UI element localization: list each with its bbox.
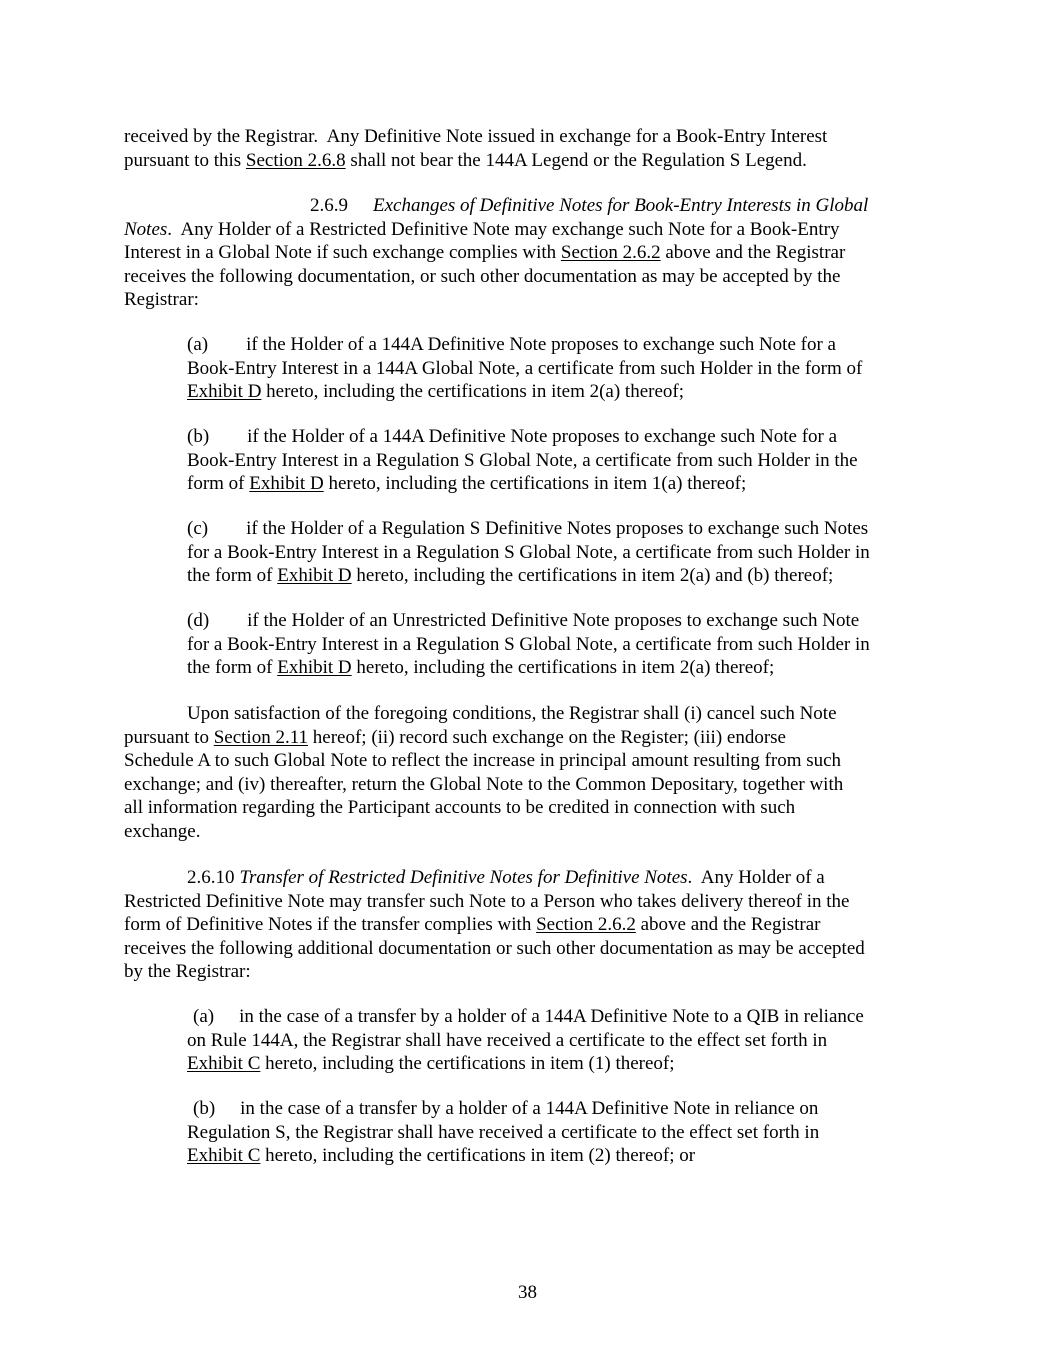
paragraph-intro: [124, 125, 827, 172]
text-line: received by the Registrar. Any Definitive Note issued in exchange for a Book-Entry Interest: [124, 126, 828, 147]
section-2-6-10-header-line: [187, 866, 825, 890]
text-line: hereto, including the certifications in item 1(a) thereof;: [323, 473, 747, 495]
section-heading-continued: Notes: [124, 218, 168, 240]
text-line: Regulation S, the Registrar shall have received a certificate to the effect set forth in: [187, 1121, 820, 1143]
text-line: above and the Registrar: [635, 914, 821, 936]
text-line: form of: [187, 473, 250, 495]
text-line: Restricted Definitive Note may transfer such Note to a Person who takes delivery thereof in the: [124, 890, 850, 912]
list-item-a: [187, 333, 862, 404]
exhibit-reference: Exhibit D: [187, 381, 262, 403]
text-line: . Any Holder of a Restricted Definitive Note may exchange such Note for a Book-Entry: [167, 218, 840, 240]
section-heading: Transfer of Restricted Definitive Notes for Definitive Notes: [239, 867, 688, 888]
text-line: by the Registrar:: [124, 961, 251, 983]
text-line: hereto, including the certifications in item (2) thereof; or: [260, 1145, 696, 1167]
text-line: if the Holder of an Unrestricted Definitive Note proposes to exchange such Note: [247, 610, 860, 631]
text-line: Book-Entry Interest in a Regulation S Global Note, a certificate from such Holder in the: [187, 449, 858, 471]
transfer-item-b: [193, 1097, 818, 1121]
list-item-d: [187, 609, 870, 680]
text-line: form of Definitive Notes if the transfer complies with: [124, 914, 537, 936]
text-line: all information regarding the Participant accounts to be credited in connection with such: [124, 797, 796, 819]
text-line: in the case of a transfer by a holder of a 144A Definitive Note to a QIB in reliance: [239, 1006, 864, 1027]
text-line: on Rule 144A, the Registrar shall have received a certificate to the effect set forth in: [187, 1029, 828, 1051]
item-label: (a): [187, 334, 209, 355]
text-line: receives the following documentation, or such other documentation as may be accepted by the: [124, 265, 841, 287]
section-number: 2.6.9: [310, 195, 348, 216]
text-line: Schedule A to such Global Note to reflect the increase in principal amount resulting from such: [124, 750, 842, 772]
text-line: pursuant to: [124, 726, 214, 748]
text-line: if the Holder of a 144A Definitive Note proposes to exchange such Note for a: [246, 334, 836, 355]
item-label: (b): [193, 1098, 216, 1119]
item-label: (a): [193, 1006, 215, 1027]
text-line: . Any Holder of a: [687, 867, 825, 888]
text-line: Registrar:: [124, 289, 199, 311]
text-line: Interest in a Global Note if such exchange complies with: [124, 242, 561, 264]
transfer-item-b-body: [187, 1121, 819, 1168]
text-line: if the Holder of a Regulation S Definitive Notes proposes to exchange such Notes: [246, 518, 869, 539]
text-line: hereto, including the certifications in item 2(a) thereof;: [351, 657, 775, 679]
section-2-6-9-header-line: [310, 194, 868, 218]
text-line: hereto, including the certifications in item 2(a) and (b) thereof;: [351, 565, 834, 587]
item-label: (d): [187, 610, 210, 631]
text-line: hereof; (ii) record such exchange on the Register; (iii) endorse: [308, 726, 786, 748]
section-2-6-10-body: [124, 890, 865, 984]
text-line: if the Holder of a 144A Definitive Note proposes to exchange such Note for a: [247, 426, 838, 447]
text-line: receives the following additional documentation or such other documentation as may be accepted: [124, 937, 865, 959]
paragraph-upon-satisfaction-first-line: [187, 702, 837, 726]
exhibit-reference: Exhibit D: [249, 473, 324, 495]
text-line: exchange; and (iv) thereafter, return the Global Note to the Common Depositary, together with: [124, 773, 844, 795]
text-line: Book-Entry Interest in a 144A Global Note, a certificate from such Holder in the form of: [187, 357, 863, 379]
section-reference: Section 2.6.8: [245, 149, 346, 171]
exhibit-reference: Exhibit D: [277, 657, 352, 679]
page-number: 38: [518, 1282, 537, 1303]
item-label: (b): [187, 426, 210, 447]
section-number: 2.6.10: [187, 867, 235, 888]
text-line: above and the Registrar: [660, 242, 846, 264]
text-line: Upon satisfaction of the foregoing conditions, the Registrar shall (i) cancel such Note: [187, 703, 837, 724]
text-line: hereto, including the certifications in item 2(a) thereof;: [261, 381, 685, 403]
item-label: (c): [187, 518, 209, 539]
text-line: in the case of a transfer by a holder of a 144A Definitive Note in reliance on: [240, 1098, 819, 1119]
text-line: for a Book-Entry Interest in a Regulation S Global Note, a certificate from such Holder in: [187, 541, 870, 563]
text-line: for a Book-Entry Interest in a Regulation S Global Note, a certificate from such Holder in: [187, 633, 870, 655]
text-line: hereto, including the certifications in item (1) thereof;: [260, 1053, 675, 1075]
list-item-b: [187, 425, 858, 496]
section-heading: Exchanges of Definitive Notes for Book-Entry Interests in Global: [373, 195, 869, 216]
text-line: exchange.: [124, 820, 201, 842]
section-2-6-9-body: [124, 218, 845, 312]
section-reference: Section 2.6.2: [536, 914, 636, 936]
text-line: shall not bear the 144A Legend or the Regulation S Legend.: [345, 149, 807, 171]
list-item-c: [187, 517, 870, 588]
paragraph-upon-satisfaction-body: [124, 726, 843, 844]
exhibit-reference: Exhibit C: [187, 1145, 261, 1167]
section-reference: Section 2.6.2: [560, 242, 661, 264]
transfer-item-a-body: [187, 1029, 827, 1076]
exhibit-reference: Exhibit D: [277, 565, 352, 587]
section-reference: Section 2.11: [213, 726, 309, 748]
transfer-item-a: [193, 1005, 864, 1029]
exhibit-reference: Exhibit C: [187, 1053, 261, 1075]
text-line: the form of: [187, 565, 278, 587]
text-line: pursuant to this: [124, 149, 246, 171]
text-line: the form of: [187, 657, 278, 679]
